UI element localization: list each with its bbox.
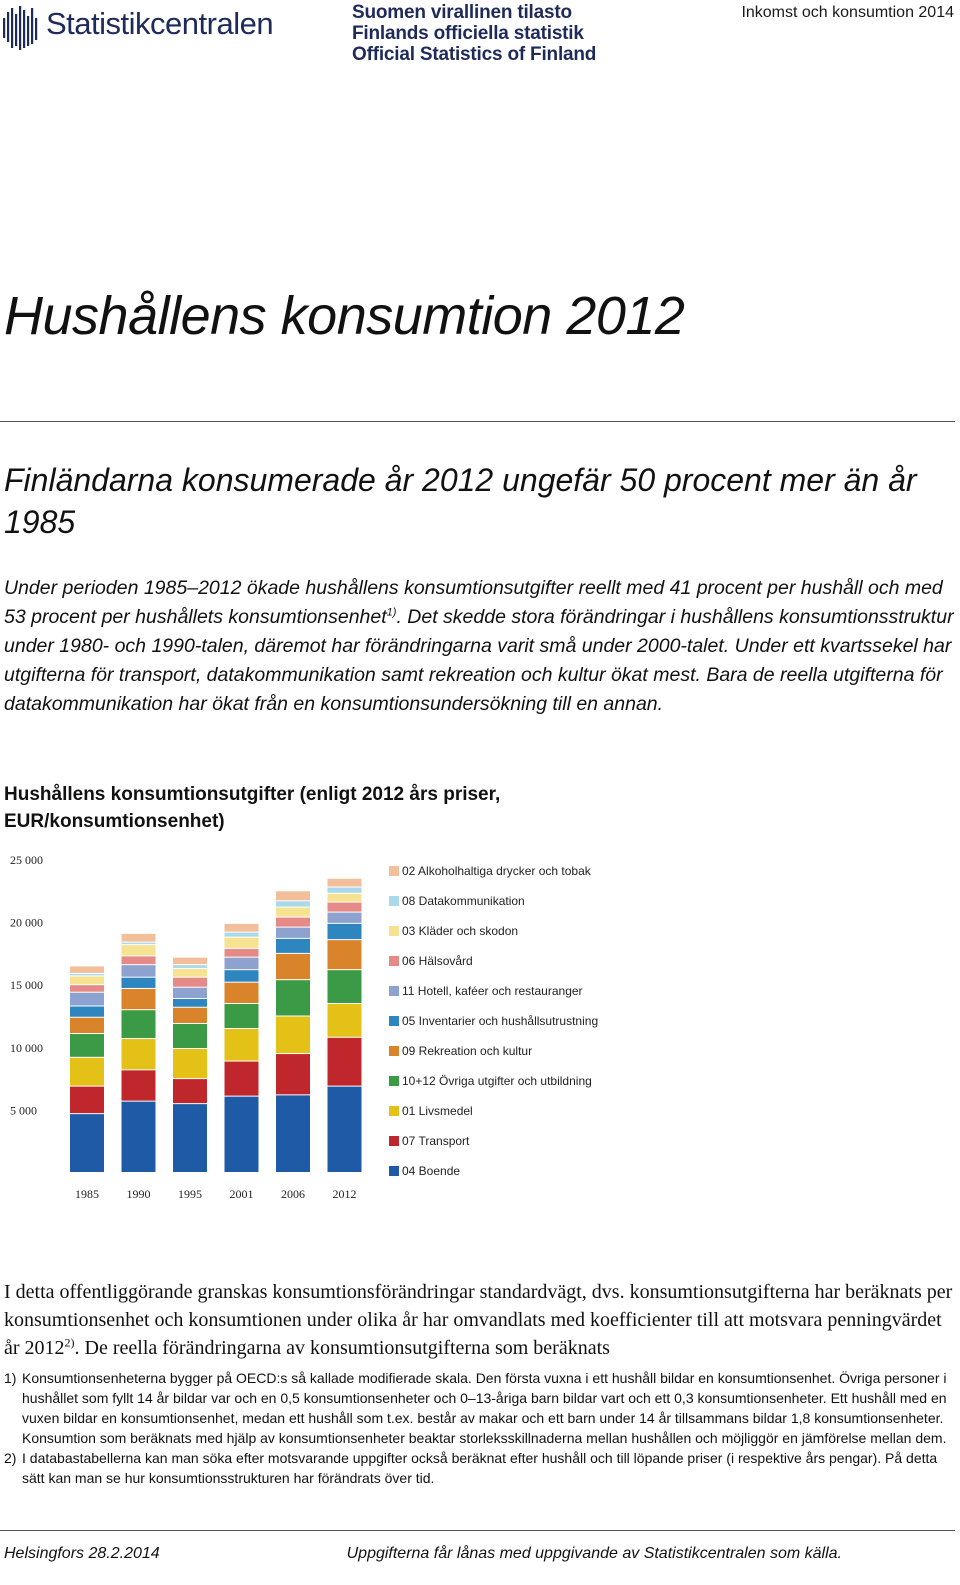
bar-segment	[70, 966, 104, 973]
intro-text-1: Under perioden 1985–2012 ökade hushållens konsumtionsutgifter reellt med 41 procent per hushåll och med 53 procent per hushållets konsumtionsenhet	[4, 577, 943, 628]
bar-segment	[70, 1058, 104, 1086]
bar-segment	[328, 940, 362, 969]
footnote-ref-1[interactable]: 1)	[386, 606, 397, 619]
bar-segment	[122, 943, 156, 945]
bar-segment	[225, 1029, 259, 1061]
bar-segment	[122, 978, 156, 988]
bar-segment	[173, 1079, 207, 1103]
footnote-2	[4, 1448, 954, 1488]
legend-swatch	[389, 986, 399, 996]
x-tick-label: 1985	[75, 1187, 99, 1201]
legend-label: 09 Rekreation och kultur	[402, 1044, 533, 1058]
bar-segment	[122, 965, 156, 977]
legend-label: 02 Alkoholhaltiga drycker och tobak	[402, 864, 591, 878]
bar-segment	[173, 969, 207, 977]
legend-label: 08 Datakommunikation	[402, 894, 525, 908]
bar-segment	[225, 1004, 259, 1028]
legend-swatch	[389, 1016, 399, 1026]
bar-segment	[328, 903, 362, 912]
series-title: Inkomst och konsumtion 2014	[741, 4, 954, 21]
footer-place-date: Helsingfors 28.2.2014	[4, 1545, 160, 1562]
bar-segment	[328, 1038, 362, 1086]
footnote-1	[4, 1368, 954, 1448]
legend-swatch	[389, 926, 399, 936]
bar-segment	[122, 945, 156, 955]
bar-segment	[225, 924, 259, 932]
footnote-text: I databastabellerna kan man söka efter motsvarande uppgifter också beräknat efter hushåll och till löpande priser (i respektive års pengar). På detta sätt kan man se hur konsumtionsstrukturen har förändrats över tid.	[22, 1450, 938, 1486]
bar-segment	[225, 933, 259, 937]
bar-segment	[328, 879, 362, 887]
legend-swatch	[389, 1076, 399, 1086]
bar-segment	[70, 1018, 104, 1033]
legend-label: 11 Hotell, kaféer och restauranger	[402, 984, 583, 998]
y-tick-label: 5 000	[10, 1103, 37, 1118]
bar-segment	[225, 949, 259, 957]
legend-label: 10+12 Övriga utgifter och utbildning	[402, 1074, 592, 1088]
official-line-en: Official Statistics of Finland	[352, 44, 597, 65]
bar-segment	[328, 894, 362, 902]
legend-swatch	[389, 956, 399, 966]
legend-label: 01 Livsmedel	[402, 1104, 473, 1118]
body-text-1: I detta offentliggörande granskas konsumtionsförändringar standardvägt, dvs. konsumtionsutgifterna har beräknats per konsumtionsenhet och konsumtionen under olika år har omvandlats med koefficienter till att motsvara penningvärdet år 2012	[4, 1281, 953, 1359]
intro-text-2: . Det skedde stora förändringar i hushållens konsumtionsstruktur under 1980- och 1990-talen, däremot har förändringarna varit små under 2000-talet. Under ett kvartssekel har utgifterna för transport, datakommunikation samt rekreation och kultur ökat mest. Bara de reella utgifterna för datakommunikation har ökat från en konsumtionsundersökning till en annan.	[4, 606, 954, 715]
legend-swatch	[389, 1106, 399, 1116]
bar-segment	[70, 976, 104, 984]
bar-segment	[122, 956, 156, 964]
bar-segment	[328, 888, 362, 893]
bar-segment	[173, 1049, 207, 1078]
bar-segment	[173, 1104, 207, 1172]
footnote-number: 2)	[4, 1450, 17, 1466]
statistikcentralen-logo-icon	[2, 4, 42, 52]
bar-segment	[122, 1102, 156, 1172]
bar-segment	[276, 939, 310, 953]
footer-source-note: Uppgifterna får lånas med uppgivande av Statistikcentralen som källa.	[346, 1545, 842, 1562]
bar-segment	[70, 1034, 104, 1057]
bar-segment	[328, 913, 362, 923]
bar-segment	[70, 985, 104, 992]
bar-segment	[276, 980, 310, 1015]
bar-segment	[328, 1004, 362, 1037]
bar-segment	[173, 1008, 207, 1023]
chart-title: Hushållens konsumtionsutgifter (enligt 2012 års priser, EUR/konsumtionsenhet)	[4, 784, 501, 832]
page-title: Hushållens konsumtion 2012	[4, 286, 685, 346]
official-statistics-label	[352, 2, 596, 65]
legend-swatch	[389, 1046, 399, 1056]
bar-segment	[173, 1024, 207, 1048]
bar-segment	[173, 958, 207, 965]
title-divider	[0, 421, 955, 422]
bar-segment	[225, 1062, 259, 1096]
bar-segment	[225, 1097, 259, 1172]
legend-label: 07 Transport	[402, 1134, 470, 1148]
legend-swatch	[389, 896, 399, 906]
x-tick-label: 1990	[126, 1187, 151, 1201]
bar-segment	[225, 938, 259, 948]
bar-segment	[122, 1010, 156, 1038]
footnote-number: 1)	[4, 1370, 17, 1386]
bar-segment	[122, 934, 156, 942]
bar-segment	[276, 1054, 310, 1094]
x-tick-label: 1995	[178, 1187, 202, 1201]
bar-segment	[276, 918, 310, 927]
body-paragraph	[4, 1278, 954, 1362]
bar-segment	[276, 928, 310, 938]
bar-segment	[328, 1087, 362, 1172]
legend-swatch	[389, 866, 399, 876]
legend-label: 05 Inventarier och hushållsutrustning	[402, 1014, 599, 1028]
bar-segment	[328, 970, 362, 1003]
x-tick-label: 2006	[281, 1187, 305, 1201]
x-tick-label: 2001	[229, 1187, 254, 1201]
bar-segment	[122, 989, 156, 1009]
legend-swatch	[389, 1136, 399, 1146]
bar-segment	[276, 954, 310, 979]
official-line-sv: Finlands officiella statistik	[352, 23, 584, 44]
subtitle: Finländarna konsumerade år 2012 ungefär 50 procent mer än år 1985	[4, 462, 917, 540]
bar-segment	[276, 908, 310, 917]
y-tick-label: 25 000	[10, 853, 43, 867]
legend-label: 03 Kläder och skodon	[402, 924, 519, 938]
bar-segment	[173, 999, 207, 1007]
bar-segment	[70, 1114, 104, 1172]
footnotes	[4, 1368, 954, 1488]
bar-segment	[328, 924, 362, 939]
logo-wordmark: Statistikcentralen	[46, 6, 274, 41]
bar-segment	[276, 901, 310, 906]
bar-segment	[173, 978, 207, 987]
bar-segment	[70, 993, 104, 1006]
official-line-fi: Suomen virallinen tilasto	[352, 2, 572, 23]
x-tick-label: 2012	[332, 1187, 357, 1201]
footnote-text: Konsumtionsenheterna bygger på OECD:s så kallade modifierade skala. Den första vuxna i ett hushåll bildar en konsumtionsenhet. Övriga personer i hushållet som fyllt 14 år bildar var och en 0,5 konsumtionsenheter och 0–13-åriga barn bildar vart och ett 0,3 konsumtionsenheter. Ett hushåll med en vuxen bildar en konsumtionsenhet, medan ett hushåll som t.ex. består av makar och ett barn under 14 år tillsammans bildar 1,8 konsumtionsenheter. Konsumtion som beräknats med hjälp av konsumtionsenheter beaktar storleksskillnaderna mellan hushållen och möjliggör en jämförelse mellan dem.	[22, 1370, 947, 1446]
bar-segment	[276, 1017, 310, 1054]
bar-segment	[70, 974, 104, 976]
bar-segment	[70, 1006, 104, 1016]
bar-segment	[122, 1070, 156, 1100]
footnote-ref-2[interactable]: 2)	[64, 1335, 75, 1350]
bar-segment	[122, 1039, 156, 1069]
legend-label: 06 Hälsovård	[402, 954, 473, 968]
bar-segment	[225, 958, 259, 970]
legend-swatch	[389, 1166, 399, 1176]
bar-segment	[173, 965, 207, 968]
bar-segment	[225, 983, 259, 1003]
bar-segment	[225, 970, 259, 982]
stacked-bar-chart	[0, 848, 620, 1210]
bar-segment	[70, 1087, 104, 1114]
y-tick-label: 20 000	[10, 915, 43, 930]
bar-segment	[276, 891, 310, 900]
bar-segment	[173, 988, 207, 998]
intro-paragraph	[4, 574, 954, 719]
legend-label: 04 Boende	[402, 1164, 461, 1178]
bar-segment	[276, 1095, 310, 1172]
body-text-2: . De reella förändringarna av konsumtionsutgifterna som beräknats	[74, 1337, 610, 1359]
y-tick-label: 10 000	[10, 1040, 43, 1055]
y-tick-label: 15 000	[10, 978, 43, 993]
footer-divider	[0, 1530, 955, 1531]
